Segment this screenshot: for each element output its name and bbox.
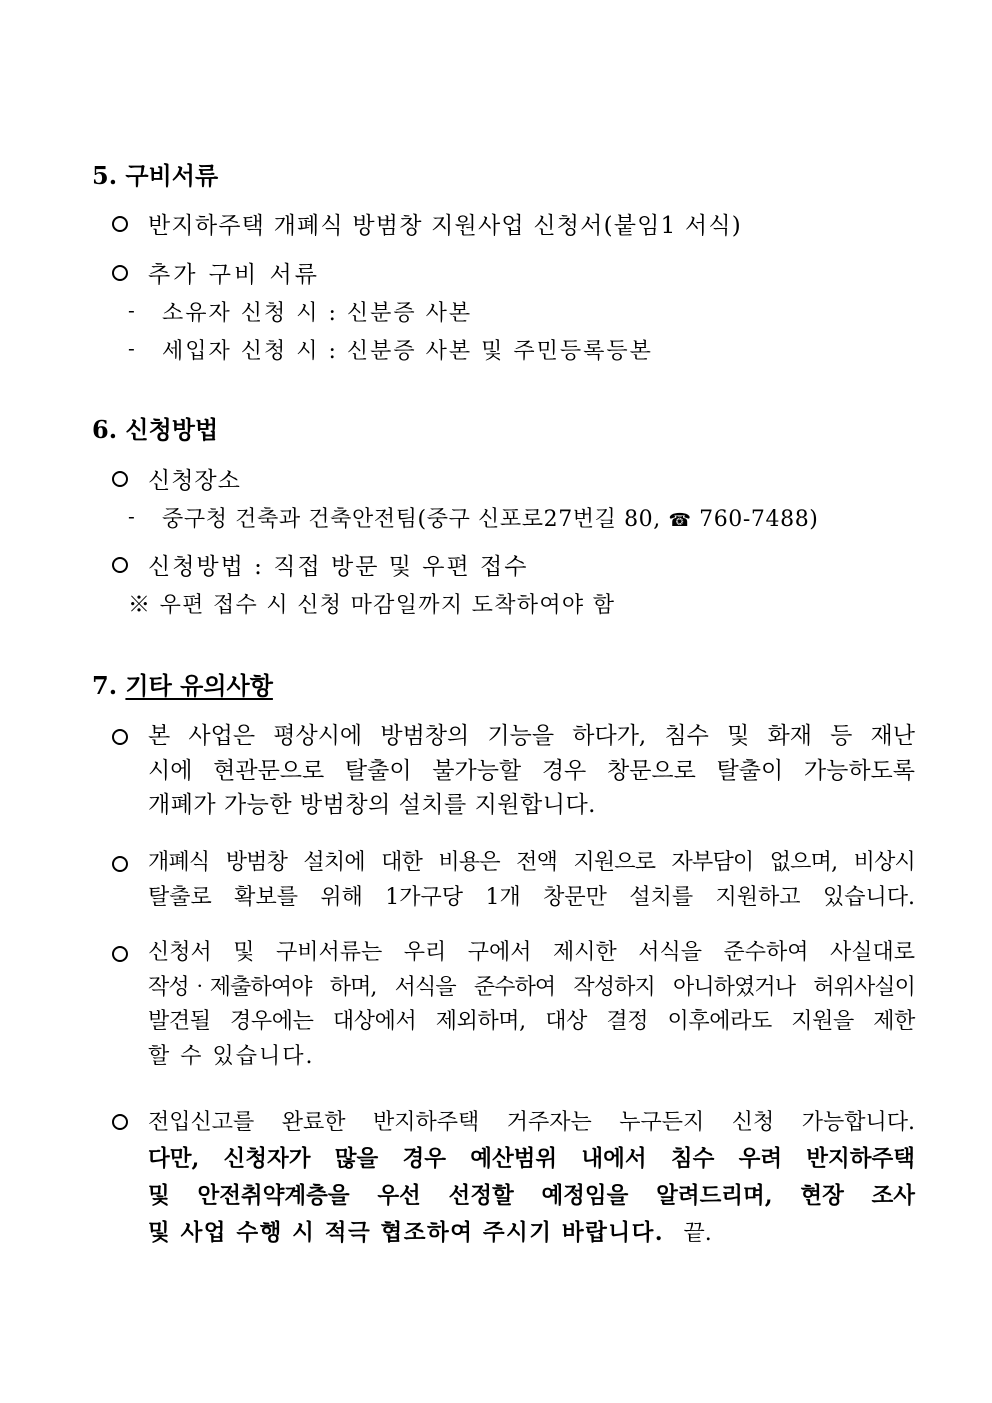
- end-mark: 끝.: [683, 1221, 712, 1246]
- para-last-line: [148, 1215, 915, 1252]
- para-line: 본 사업은 평상시에 방범창의 기능을 하다가, 침수 및 화재 등 재난: [148, 723, 915, 749]
- para-line: 개폐식 방범창 설치에 대한 비용은 전액 지원으로 자부담이 없으며, 비상시: [148, 850, 915, 875]
- section-5-heading: 5. 구비서류: [92, 161, 219, 190]
- section-6-heading: 6. 신청방법: [92, 415, 219, 444]
- para-line: 개폐가 가능한 방범창의 설치를 지원합니다.: [148, 792, 596, 818]
- circle-bullet-icon: [112, 557, 128, 573]
- para-line: 작성‧제출하여야 하며, 서식을 준수하여 작성하지 아니하였거나 허위사실이: [148, 974, 915, 1000]
- sec5-item-extra-docs: 추가 구비 서류: [148, 262, 320, 288]
- para-line: 탈출로 확보를 위해 1가구당 1개 창문만 설치를 지원하고 있습니다.: [148, 884, 915, 910]
- circle-bullet-icon: [112, 471, 128, 487]
- circle-bullet-icon: [112, 1114, 128, 1130]
- para-line: 전입신고를 완료한 반지하주택 거주자는 누구든지 신청 가능합니다.: [148, 1110, 915, 1135]
- sec6-office-phone: 760-7488): [699, 507, 819, 532]
- section-7-title: 기타 유의사항: [125, 671, 273, 700]
- para-line-bold: 및 안전취약계층을 우선 선정할 예정임을 알려드리며, 현장 조사: [148, 1183, 915, 1209]
- para-line: 발견될 경우에는 대상에서 제외하며, 대상 결정 이후에라도 지원을 제한: [148, 1009, 915, 1034]
- sec7-para-3: [148, 936, 915, 1074]
- sec5-sub-tenant: 세입자 신청 시 : 신분증 사본 및 주민등록등본: [162, 339, 653, 364]
- circle-bullet-icon: [112, 856, 128, 872]
- section-7-number: 7.: [92, 671, 118, 700]
- sec7-para-1: [148, 719, 915, 823]
- sec5-sub-owner: 소유자 신청 시 : 신분증 사본: [162, 301, 473, 326]
- para-line: 신청서 및 구비서류는 우리 구에서 제시한 서식을 준수하여 사실대로: [148, 940, 915, 965]
- dash-bullet: -: [128, 336, 135, 360]
- sec6-sub-office: [162, 502, 819, 533]
- circle-bullet-icon: [112, 729, 128, 745]
- para-line-bold: 및 사업 수행 시 적극 협조하여 주시기 바랍니다.: [148, 1220, 665, 1246]
- sec6-item-location: 신청장소: [148, 468, 241, 494]
- circle-bullet-icon: [112, 265, 128, 281]
- para-line: 시에 현관문으로 탈출이 불가능할 경우 창문으로 탈출이 가능하도록: [148, 757, 915, 784]
- sec6-office-address: 중구청 건축과 건축안전팀(중구 신포로27번길 80,: [162, 507, 661, 532]
- circle-bullet-icon: [112, 946, 128, 962]
- section-7-heading: [92, 666, 273, 701]
- para-line: 할 수 있습니다.: [148, 1043, 315, 1069]
- circle-bullet-icon: [112, 216, 128, 232]
- sec7-para-2: [148, 846, 915, 915]
- sec7-para-4: [148, 1104, 915, 1252]
- dash-bullet: -: [128, 504, 135, 528]
- sec6-note: ※ 우편 접수 시 신청 마감일까지 도착하여야 함: [128, 593, 616, 618]
- telephone-icon: ☎: [668, 510, 692, 531]
- sec6-item-method: 신청방법 : 직접 방문 및 우편 접수: [148, 554, 529, 580]
- para-line-bold: 다만, 신청자가 많을 경우 예산범위 내에서 침수 우려 반지하주택: [148, 1146, 915, 1172]
- dash-bullet: -: [128, 298, 135, 322]
- sec5-item-application-form: 반지하주택 개폐식 방범창 지원사업 신청서(붙임1 서식): [148, 213, 742, 239]
